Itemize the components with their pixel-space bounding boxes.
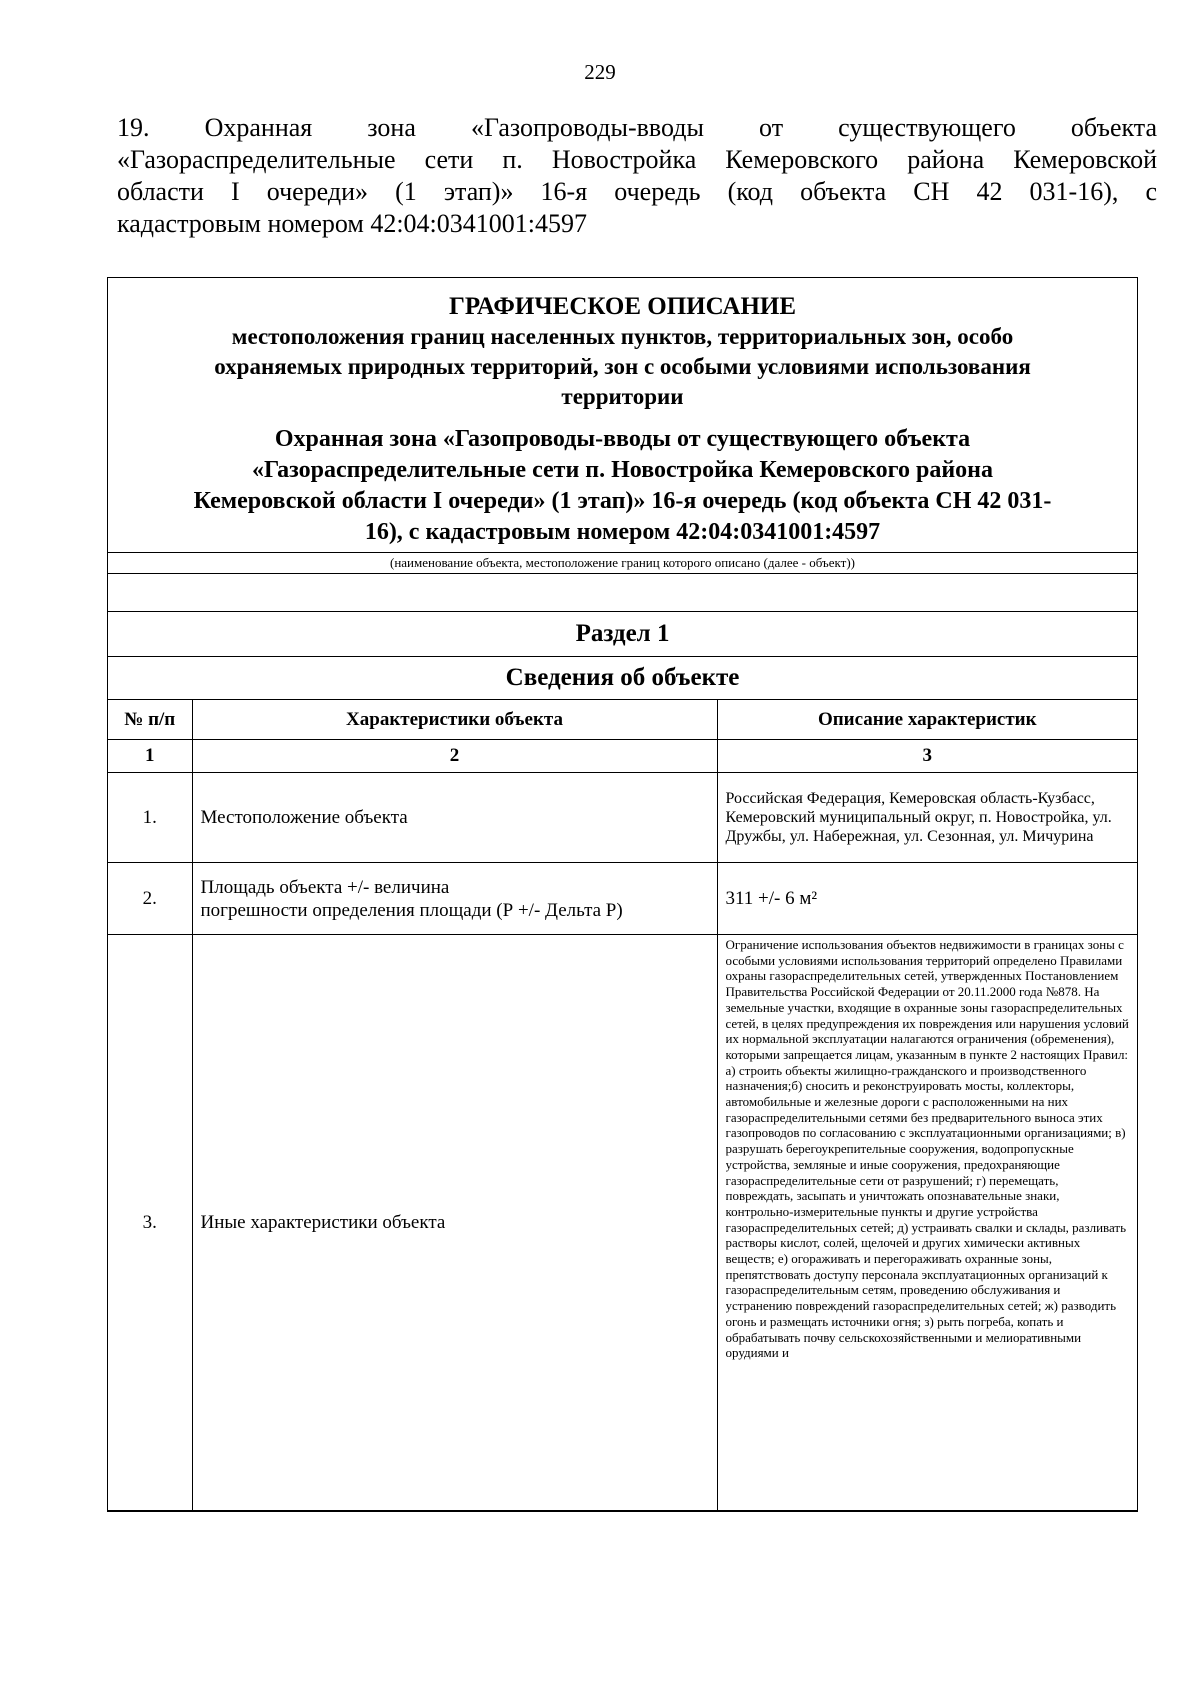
section-title: Раздел 1 <box>108 612 1137 657</box>
header-number: № п/п <box>108 700 192 740</box>
title-subtitle-line-1: местоположения границ населенных пунктов, территориальных зон, особо <box>231 324 1014 349</box>
document-title: ГРАФИЧЕСКОЕ ОПИСАНИЕ <box>448 293 797 320</box>
page-number: 229 <box>584 60 616 84</box>
table-row <box>108 773 1137 863</box>
object-name-line-3: Кемеровской области I очереди» (1 этап)» 16-я очередь (код объекта СН 42 031- <box>193 488 1052 514</box>
row-label: Иные характеристики объекта <box>192 935 717 1511</box>
heading-line-2: «Газораспределительные сети п. Новостройка Кемеровского района Кемеровской <box>117 145 1157 174</box>
heading-line-3: области I очереди» (1 этап)» 16-я очередь (код объекта СН 42 031-16), с <box>117 177 1157 206</box>
section-subtitle: Сведения об объекте <box>108 657 1137 700</box>
column-number-1: 1 <box>108 740 192 773</box>
object-name <box>114 424 1131 548</box>
heading-line-4: кадастровым номером 42:04:0341001:4597 <box>117 209 588 238</box>
header-characteristic: Характеристики объекта <box>192 700 717 740</box>
object-name-hint: (наименование объекта, местоположение границ которого описано (далее - объект)) <box>108 552 1137 573</box>
column-number-2: 2 <box>192 740 717 773</box>
object-name-line-4: 16), с кадастровым номером 42:04:0341001:4597 <box>364 519 881 545</box>
header-description: Описание характеристик <box>717 700 1137 740</box>
title-subtitle-line-3: территории <box>561 384 684 409</box>
row-value: Ограничение использования объектов недвижимости в границах зоны с особыми условиями использования территорий определено Правилами охраны газораспределительных сетей, утвержденных Постановлением Правительства Российской Федерации от 20.11.2000 года №878. На земельные участки, входящие в охранные зоны газораспределительных сетей, в целях предупреждения их повреждения или нарушения условий их нормальной эксплуатации налагаются ограничения (обременения), которыми запрещается лицам, указанным в пункте 2 настоящих Правил: а) строить объекты жилищно-гражданского и производственного назначения;б) сносить и реконструировать мосты, коллекторы, автомобильные и железные дороги с расположенными на них газораспределительными сетями без предварительного выноса этих газопроводов по согласованию с эксплуатационными организациями; в) разрушать берегоукрепительные сооружения, водопропускные устройства, земляные и иные сооружения, предохраняющие газораспределительные сети от разрушений; г) перемещать, повреждать, засыпать и уничтожать опознавательные знаки, контрольно-измерительные пункты и другие устройства газораспределительных сетей; д) устраивать свалки и склады, разливать растворы кислот, солей, щелочей и других химически активных веществ; е) огораживать и перегораживать охранные зоны, препятствовать доступу персонала эксплуатационных организаций к газораспределительным сетям, проведению обслуживания и устранению повреждений газораспределительных сетей; ж) разводить огонь и размещать источники огня; з) рыть погреба, копать и обрабатывать почву сельскохозяйственными и мелиоративными орудиями и <box>725 937 1129 1361</box>
heading-line-1: 19. Охранная зона «Газопроводы-вводы от существующего объекта <box>117 113 1157 142</box>
object-name-line-1: Охранная зона «Газопроводы-вводы от существующего объекта <box>274 426 971 452</box>
column-number-3: 3 <box>717 740 1137 773</box>
table-row <box>108 935 1137 1511</box>
row-value: 311 +/- 6 м² <box>717 863 1137 935</box>
title-block <box>108 278 1137 552</box>
table-header-row <box>108 700 1137 740</box>
row-label-line-1: Площадь объекта +/- величина <box>200 876 450 898</box>
object-name-line-2: «Газораспределительные сети п. Новостройка Кемеровского района <box>252 457 993 483</box>
row-number: 2. <box>108 863 192 935</box>
title-subtitle-line-2: охраняемых природных территорий, зон с особыми условиями использования <box>214 354 1031 379</box>
zone-heading <box>117 112 1157 240</box>
table-row <box>108 863 1137 935</box>
column-number-row <box>108 740 1137 773</box>
graphic-description-frame <box>107 277 1138 1512</box>
row-number: 3. <box>108 935 192 1511</box>
blank-row <box>108 573 1137 611</box>
row-number: 1. <box>108 773 192 863</box>
row-value: Российская Федерация, Кемеровская область-Кузбасс, Кемеровский муниципальный округ, п. Новостройка, ул. Дружбы, ул. Набережная, ул. Сезонная, ул. Мичурина <box>717 773 1137 863</box>
row-label <box>192 863 717 935</box>
row-label-line-2: погрешности определения площади (Р +/- Дельта Р) <box>200 899 623 921</box>
row-value-cell <box>717 935 1137 1511</box>
row-label: Местоположение объекта <box>192 773 717 863</box>
object-info-table <box>108 611 1137 1511</box>
